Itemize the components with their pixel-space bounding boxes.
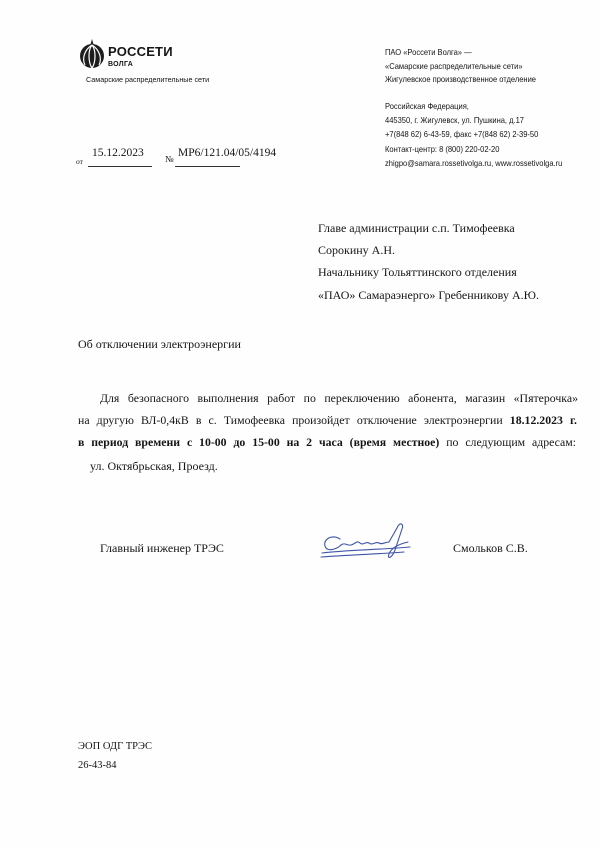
recipient-line: «ПАО» Самараэнерго» Гребенникову А.Ю. xyxy=(318,288,539,302)
body-text: по следующим адресам: xyxy=(446,435,577,449)
letter-subject: Об отключении электроэнергии xyxy=(78,337,241,351)
signer-name: Смольков С.В. xyxy=(453,541,528,555)
sender-phone-fax: +7(848 62) 6-43-59, факс +7(848 62) 2-39-50 xyxy=(385,129,539,140)
recipient-line: Сорокину А.Н. xyxy=(318,243,396,257)
recipient-line: Начальнику Тольяттинского отделения xyxy=(318,265,517,279)
body-text: на другую ВЛ-0,4кВ в с. Тимофеевка произойдет отключение электроэнергии xyxy=(78,413,503,427)
sender-org-line: ПАО «Россети Волга» — xyxy=(385,47,472,57)
outage-period: в период времени с 10-00 до 15-00 на 2 часа (время местное) xyxy=(78,435,440,449)
date-prefix: от xyxy=(76,157,83,166)
outage-date: 18.12.2023 г. xyxy=(509,413,577,427)
executor-phone: 26-43-84 xyxy=(78,760,117,771)
brand-division: Самарские распределительные сети xyxy=(86,75,210,84)
body-line xyxy=(100,391,578,406)
body-line xyxy=(78,413,577,428)
brand-region: ВОЛГА xyxy=(108,61,134,68)
signer-position: Главный инженер ТРЭС xyxy=(100,541,224,555)
date-underline xyxy=(88,166,152,167)
recipient-line: Главе администрации с.п. Тимофеевка xyxy=(318,221,515,235)
sender-country: Российская Федерация, xyxy=(385,101,469,111)
body-text: Для безопасного выполнения работ по переключению абонента, магазин «Пятерочка» xyxy=(100,391,578,405)
letter-date: 15.12.2023 xyxy=(92,147,144,159)
letter-number: МР6/121.04/05/4194 xyxy=(178,147,277,159)
sender-organization xyxy=(385,46,536,87)
sender-address xyxy=(385,99,562,170)
sender-org-line: Жигулевское производственное отделение xyxy=(385,74,537,85)
executor-department: ЭОП ОДГ ТРЭС xyxy=(78,741,152,752)
sender-contact-center: Контакт-центр: 8 (800) 220-02-20 xyxy=(385,143,500,154)
number-underline xyxy=(175,166,240,167)
handwritten-signature xyxy=(318,520,414,566)
outage-addresses: ул. Октябрьская, Проезд. xyxy=(90,459,218,473)
rosseti-logo-icon xyxy=(78,38,106,70)
sender-org-line: «Самарские распределительные сети» xyxy=(385,60,523,71)
brand-name: РОССЕТИ xyxy=(108,44,173,59)
number-prefix: № xyxy=(165,154,174,164)
sender-email-web: zhigpo@samara.rossetivolga.ru, www.rossetivolga.ru xyxy=(385,157,563,168)
body-line xyxy=(78,435,576,450)
sender-postal-address: 445350, г. Жигулевск, ул. Пушкина, д.17 xyxy=(385,115,524,126)
